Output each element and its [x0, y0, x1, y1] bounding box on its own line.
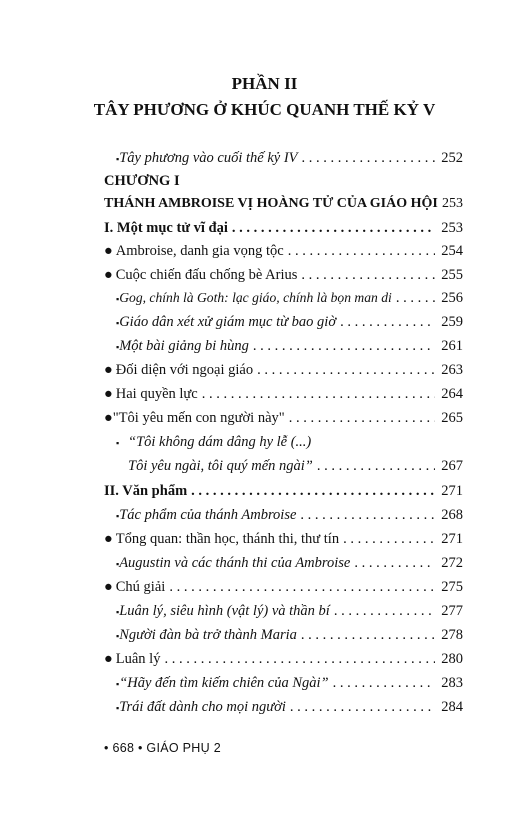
toc-entry — [104, 647, 463, 671]
toc-entry — [116, 599, 463, 623]
leader-dots — [302, 146, 435, 170]
toc-entry-title: “Tôi không dám dâng hy lễ (...) — [128, 434, 312, 450]
square-bullet-icon: ▪ — [116, 703, 120, 713]
toc-entry — [104, 358, 463, 382]
toc-entry — [116, 503, 463, 527]
toc-entry-title: Cuộc chiến đấu chống bè Arius — [115, 267, 298, 283]
toc-entry — [116, 146, 463, 170]
toc-entry — [104, 216, 463, 240]
leader-dots — [164, 647, 435, 671]
toc-entry-title: Tổng quan: thần học, thánh thi, thư tín — [115, 531, 340, 547]
round-bullet-icon: ● — [104, 531, 113, 547]
toc-entry-page: 254 — [441, 243, 463, 259]
toc-entry — [104, 239, 463, 263]
part-title: TÂY PHƯƠNG Ở KHÚC QUANH THẾ KỶ V — [93, 100, 436, 119]
toc-entry-title: Hai quyền lực — [115, 386, 198, 402]
square-bullet-icon: ▪ — [116, 438, 120, 448]
toc-entry-page: 277 — [441, 603, 463, 619]
toc-entry-title: Giáo dân xét xử giám mục từ bao giờ — [119, 314, 337, 330]
chapter-title-row — [104, 192, 463, 216]
round-bullet-icon: ● — [104, 267, 113, 283]
leader-dots — [300, 503, 435, 527]
toc-entry-title: Tác phẩm của thánh Ambroise — [119, 507, 297, 523]
toc-entry — [116, 310, 463, 334]
toc-entry-title: Chú giải — [115, 579, 166, 595]
toc-entry — [116, 623, 463, 647]
toc-entry-title: II. Văn phẩm — [104, 483, 188, 499]
toc-entry-title: Người đàn bà trở thành Maria — [119, 627, 297, 643]
round-bullet-icon: ● — [104, 386, 113, 402]
square-bullet-icon: ▪ — [116, 154, 120, 164]
toc-entry-title: Ambroise, danh gia vọng tộc — [115, 243, 284, 259]
round-bullet-icon: ● — [104, 651, 113, 667]
toc-entry-title: Augustin và các thánh thi của Ambroise — [119, 555, 351, 571]
square-bullet-icon: ▪ — [116, 631, 120, 641]
leader-dots — [343, 527, 435, 551]
toc-entry-page: 261 — [441, 338, 463, 354]
toc-entry — [104, 406, 463, 430]
round-bullet-icon: ● — [104, 579, 113, 595]
toc-entry-page: 265 — [441, 410, 463, 426]
toc-entry-page: 280 — [441, 651, 463, 667]
toc-entry-title: Tôi yêu ngài, tôi quý mến ngài” — [128, 458, 313, 474]
toc-entry-title: Tây phương vào cuối thế kỷ IV — [119, 150, 298, 166]
toc-entry-line1 — [116, 430, 463, 454]
leader-dots — [169, 575, 435, 599]
leader-dots — [257, 358, 435, 382]
square-bullet-icon: ▪ — [116, 342, 120, 352]
round-bullet-icon: ● — [104, 410, 113, 426]
leader-dots — [334, 599, 435, 623]
toc-entry — [116, 286, 463, 310]
leader-dots — [288, 239, 435, 263]
leader-dots — [202, 382, 435, 406]
toc-entry — [116, 695, 463, 719]
toc-entry-line2 — [128, 454, 463, 478]
leader-dots — [301, 263, 435, 287]
chapter-page: 253 — [442, 196, 463, 211]
leader-dots — [232, 216, 435, 240]
leader-dots — [333, 671, 435, 695]
leader-dots — [253, 334, 435, 358]
toc-entry-page: 252 — [441, 150, 463, 166]
toc-entry-title: Đối diện với ngoại giáo — [115, 362, 254, 378]
toc-entry — [104, 479, 463, 503]
part-label: PHẦN II — [231, 74, 298, 93]
toc-entry-title: Gog, chính là Goth: lạc giáo, chính là bọn man di — [119, 290, 392, 305]
toc-entry-title: Một bài giảng bi hùng — [119, 338, 249, 354]
toc-entry-page: 275 — [441, 579, 463, 595]
square-bullet-icon: ▪ — [116, 511, 120, 521]
toc-entry-title: "Tôi yêu mến con người này" — [112, 410, 285, 426]
square-bullet-icon: ▪ — [116, 559, 120, 569]
square-bullet-icon: ▪ — [116, 607, 120, 617]
leader-dots — [396, 286, 435, 310]
toc-entry — [104, 575, 463, 599]
leader-dots — [317, 454, 435, 478]
toc-entry-title: I. Một mục tử vĩ đại — [104, 220, 228, 236]
round-bullet-icon: ● — [104, 362, 113, 378]
toc-entry-page: 272 — [441, 555, 463, 571]
toc-entry — [116, 334, 463, 358]
toc-entry-page: 256 — [441, 290, 463, 306]
toc-entry-page: 259 — [441, 314, 463, 330]
toc-entry-page: 271 — [441, 531, 463, 547]
toc-entry-page: 253 — [441, 220, 463, 236]
leader-dots — [290, 695, 435, 719]
toc-entry-title: Luân lý — [115, 651, 161, 667]
leader-dots — [301, 623, 435, 647]
toc-entry-page: 264 — [441, 386, 463, 402]
toc-entry — [116, 551, 463, 575]
toc-entry — [104, 382, 463, 406]
chapter-label: CHƯƠNG I — [104, 173, 180, 189]
toc-entry-page: 268 — [441, 507, 463, 523]
toc-entry-page: 278 — [441, 627, 463, 643]
leader-dots — [289, 406, 435, 430]
square-bullet-icon: ▪ — [116, 679, 120, 689]
toc-entry-page: 255 — [441, 267, 463, 283]
toc-entry-page: 263 — [441, 362, 463, 378]
square-bullet-icon: ▪ — [116, 318, 120, 328]
square-bullet-icon: ▪ — [116, 294, 120, 304]
toc-entry-title: Trái đất dành cho mọi người — [119, 699, 286, 715]
toc-entry-page: 271 — [441, 483, 463, 499]
toc-entry-title: Luân lý, siêu hình (vật lý) và thần bí — [119, 603, 330, 619]
toc-entry — [116, 671, 463, 695]
page-footer: • 668 • GIÁO PHỤ 2 — [104, 741, 221, 755]
toc-entry-page: 267 — [441, 458, 463, 474]
round-bullet-icon: ● — [104, 243, 113, 259]
toc-entry — [104, 263, 463, 287]
leader-dots — [340, 310, 435, 334]
toc-entry — [104, 527, 463, 551]
toc-entry-title: “Hãy đến tìm kiếm chiên của Ngài” — [119, 675, 329, 691]
toc-entry-page: 284 — [441, 699, 463, 715]
toc-entry-page: 283 — [441, 675, 463, 691]
chapter-title: THÁNH AMBROISE VỊ HOÀNG TỬ CỦA GIÁO HỘI — [104, 196, 438, 211]
leader-dots — [191, 479, 435, 503]
leader-dots — [354, 551, 435, 575]
